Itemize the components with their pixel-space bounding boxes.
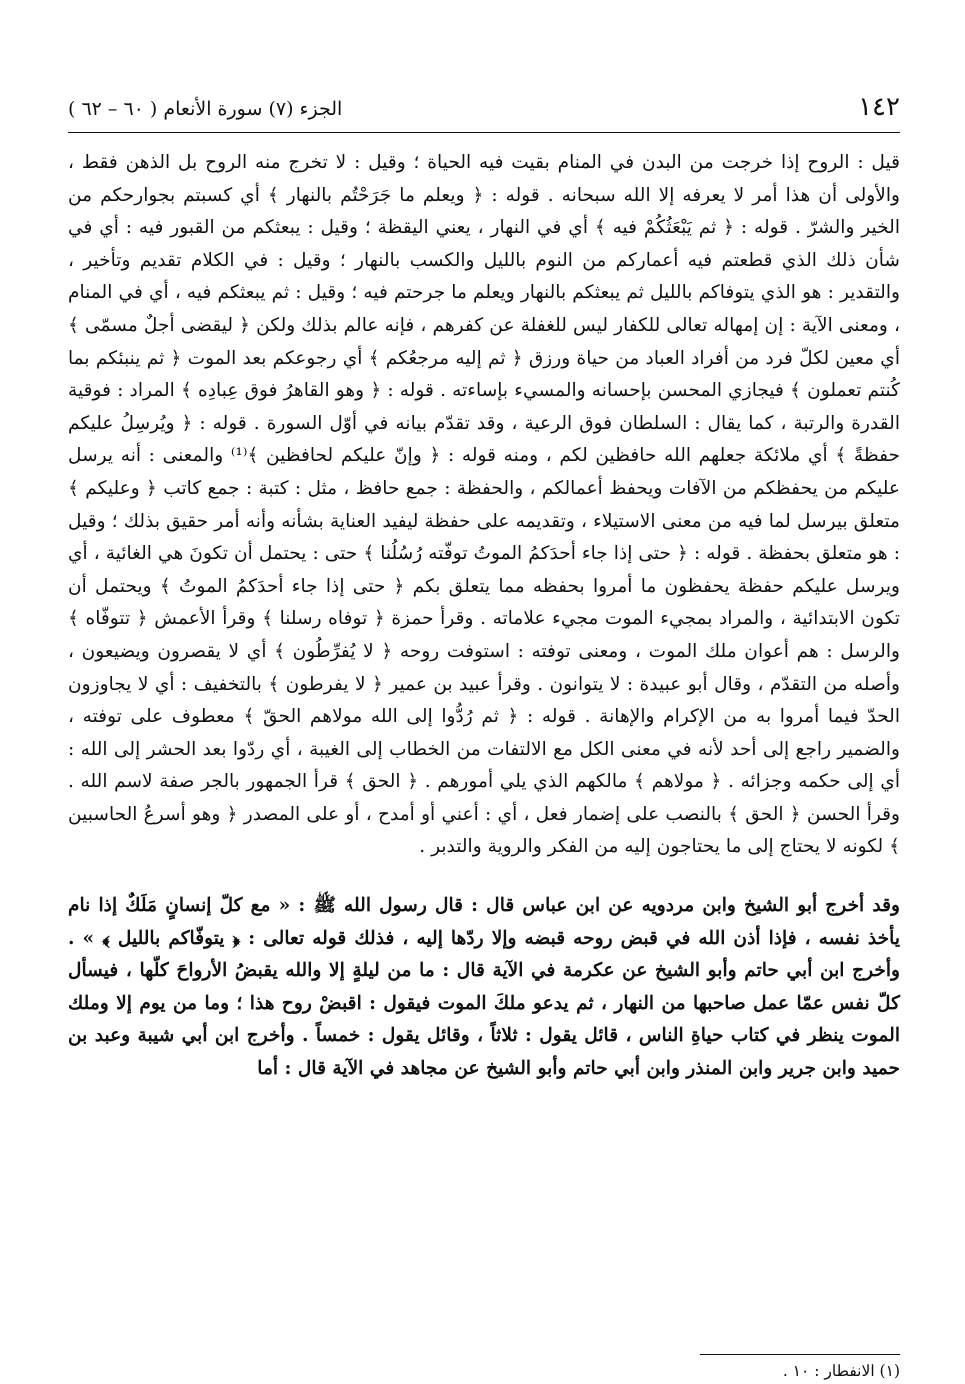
page-body xyxy=(68,147,900,1086)
page-header xyxy=(68,92,900,133)
footnote-divider xyxy=(700,1354,900,1355)
body-paragraph-1: قيل : الروح إذا خرجت من البدن في المنام بقيت فيه الحياة ؛ وقيل : لا تخرج منه الروح بل الذهن فقط ، والأولى أن هذا أمر لا يعرفه إلا الله سبحانه . قوله : ﴿ ويعلم ما جَرَحْتُم بالنهار ﴾ أي كسبتم بجوارحكم من الخير والشرّ . قوله : ﴿ ثم يَبْعَثُكُمْ فيه ﴾ أي في النهار ، يعني اليقظة ؛ وقيل : يبعثكم من القبور فيه : أي في شأن ذلك الذي قطعتم فيه أعماركم من النوم بالليل والكسب بالنهار ؛ وقيل : في الكلام تقديم وتأخير ، والتقدير : هو الذي يتوفاكم بالليل ثم يبعثكم بالنهار ويعلم ما جرحتم فيه ؛ وقيل : ثم يبعثكم فيه ، أي في المنام ، ومعنى الآية : إن إمهاله تعالى للكفار ليس للغفلة عن كفرهم ، فإنه عالم بذلك ولكن ﴿ ليقضى أجلٌ مسمّى ﴾ أي معين لكلّ فرد من أفراد العباد من حياة ورزق ﴿ ثم إليه مرجعُكم ﴾ أي رجوعكم بعد الموت ﴿ ثم ينبئكم بما كُنتم تعملون ﴾ فيجازي المحسن بإحسانه والمسيء بإساءته . قوله : ﴿ وهو القاهرُ فوق عِبادِه ﴾ المراد : فوقية القدرة والرتبة ، كما يقال : السلطان فوق الرعية ، وقد تقدّم بيانه في أوّل السورة . قوله : ﴿ ويُرسِلُ عليكم حفظةً ﴾ أي ملائكة جعلهم الله حافظين لكم ، ومنه قوله : ﴿ وإنّ عليكم لحافظين ﴾⁽¹⁾ والمعنى : أنه يرسل عليكم من يحفظكم من الآفات ويحفظ أعمالكم ، والحفظة : جمع حافظ ، مثل : كتبة : جمع كاتب ﴿ وعليكم ﴾ متعلق بيرسل لما فيه من معنى الاستيلاء ، وتقديمه على حفظة ليفيد العناية بشأنه وأنه أمر حقيق بذلك ؛ وقيل : هو متعلق بحفظة . قوله : ﴿ حتى إذا جاء أحدَكمُ الموتُ توفّته رُسُلُنا ﴾ حتى : يحتمل أن تكونَ هي الغائية ، أي ويرسل عليكم حفظة يحفظون ما أمروا بحفظه مما يتعلق بكم ﴿ حتى إذا جاء أحدَكمُ الموتُ ﴾ ويحتمل أن تكون الابتدائية ، والمراد بمجيء الموت مجيء علاماته . وقرأ حمزة ﴿ توفاه رسلنا ﴾ وقرأ الأعمش ﴿ تتوفّاه ﴾ والرسل : هم أعوان ملك الموت ، ومعنى توفته : استوفت روحه ﴿ لا يُفرِّطُون ﴾ أي لا يقصرون ويضيعون ، وأصله من التقدّم ، وقال أبو عبيدة : لا يتوانون . وقرأ عبيد بن عمير ﴿ لا يفرطون ﴾ بالتخفيف : أي لا يجاوزون الحدّ فيما أمروا به من الإكرام والإهانة . قوله : ﴿ ثم رُدُّوا إلى الله مولاهم الحقّ ﴾ معطوف على توفته ، والضمير راجع إلى أحد لأنه في معنى الكل مع الالتفات من الخطاب إلى الغيبة ، أي ردّوا بعد الحشر إلى الله : أي إلى حكمه وجزائه . ﴿ مولاهم ﴾ مالكهم الذي يلي أمورهم . ﴿ الحق ﴾ قرأ الجمهور بالجر صفة لاسم الله . وقرأ الحسن ﴿ الحق ﴾ بالنصب على إضمار فعل ، أي : أعني أو أمدح ، أو على المصدر ﴿ وهو أسرعُ الحاسبين ﴾ لكونه لا يحتاج إلى ما يحتاجون إليه من الفكر والروية والتدبر . xyxy=(68,152,900,858)
footnote: (١) الانفطار : ١٠ . xyxy=(782,1362,900,1380)
page-number: ١٤٢ xyxy=(858,92,900,122)
running-title: الجزء (٧) سورة الأنعام ( ٦٠ – ٦٢ ) xyxy=(68,98,343,120)
book-page xyxy=(68,92,900,1380)
body-paragraph-2: وقد أخرج أبو الشيخ وابن مردويه عن ابن عباس قال : قال رسول الله ﷺ : « مع كلّ إنسانٍ مَلَكٌ إذا نام يأخذ نفسه ، فإذا أذن الله في قبض روحه قبضه وإلا ردّها إليه ، فذلك قوله تعالى : ﴿ يتوفّاكم بالليل ﴾ » . وأخرج ابن أبي حاتم وأبو الشيخ عن عكرمة في الآية قال : ما من ليلةٍ إلا والله يقبضُ الأرواحَ كلّها ، فيسأل كلّ نفس عمّا عمل صاحبها من النهار ، ثم يدعو ملكَ الموت فيقول : اقبضْ روح هذا ؛ وما من يوم إلا وملك الموت ينظر في كتاب حياةِ الناس ، قائل يقول : ثلاثاً ، وقائل يقول : خمساً . وأخرج ابن أبي شيبة وعبد بن حميد وابن جرير وابن المنذر وابن أبي حاتم وأبو الشيخ عن مجاهد في الآية قال : أما xyxy=(68,895,900,1080)
